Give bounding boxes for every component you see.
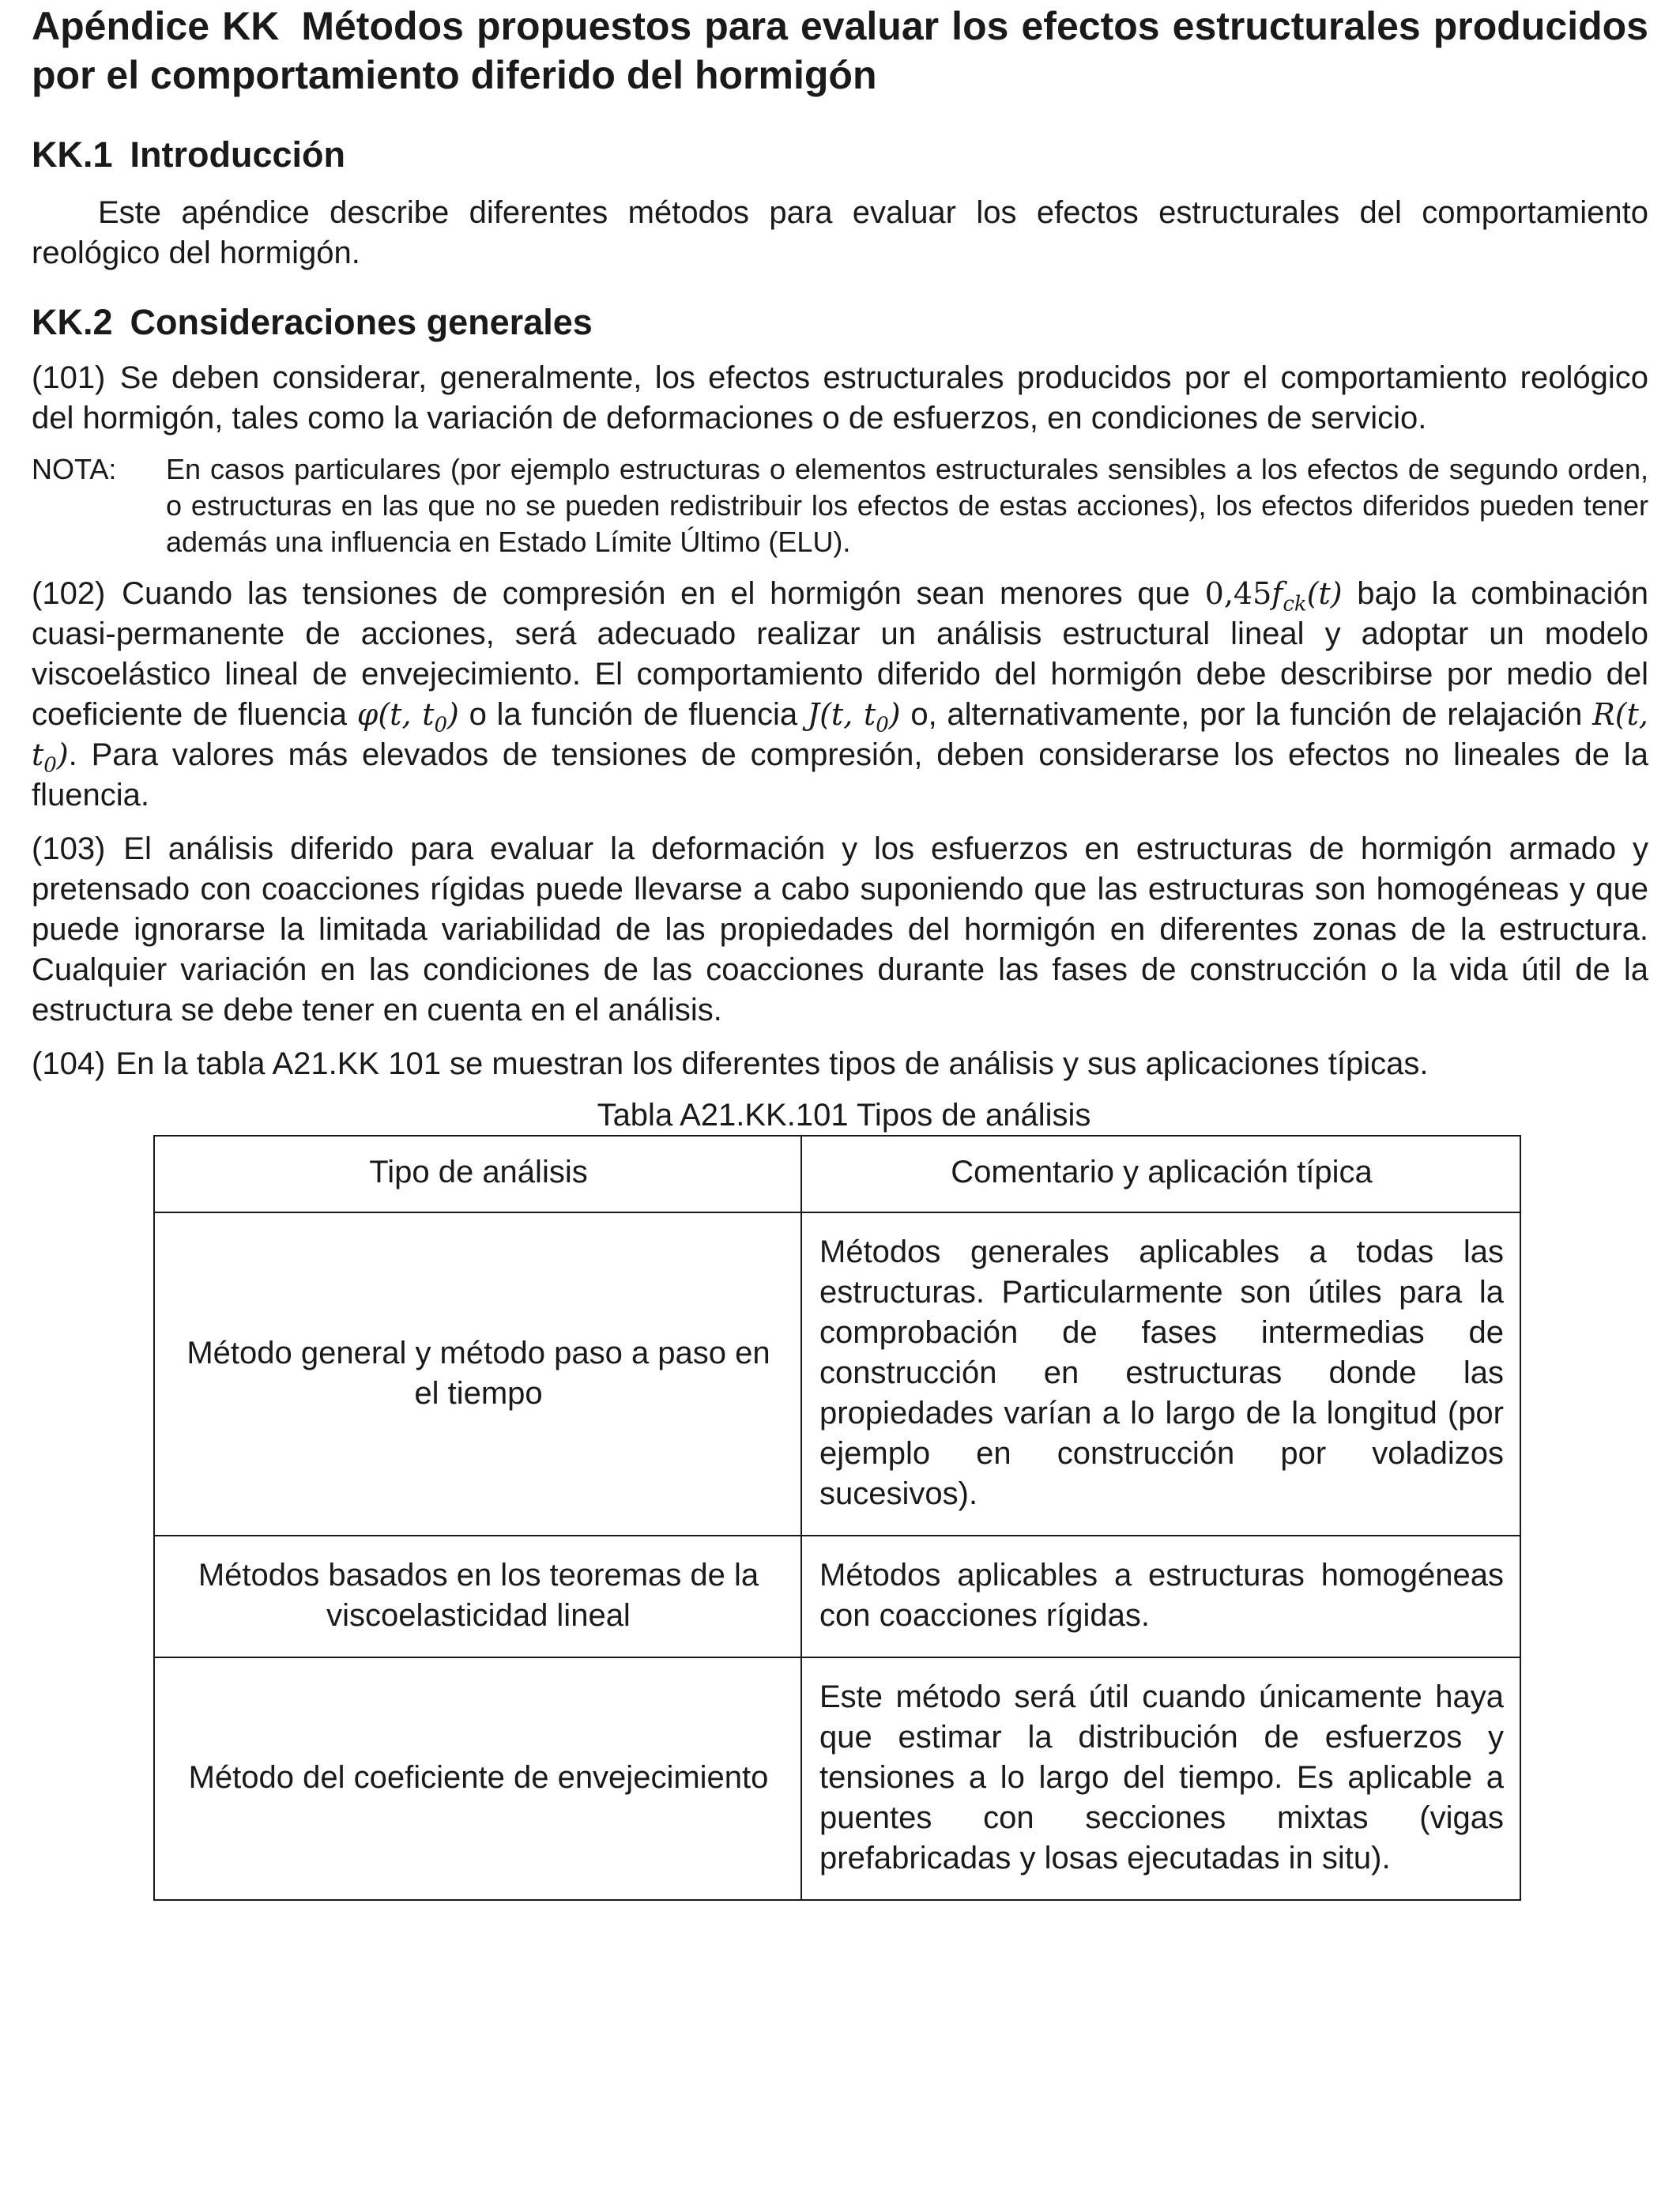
paragraph-text: El análisis diferido para evaluar la deformación y los esfuerzos en estructuras de hormigón armado y pretensado con coacciones rígidas puede llevarse a cabo suponiendo que las estructuras son homogéneas y que puede ignorarse la limitada variabilidad de las propiedades del hormigón en diferentes zonas de la estructura. Cualquier variación en las condiciones de las coacciones durante las fases de construcción o la vida útil de la estructura se debe tener en cuenta en el análisis.: [32, 831, 1648, 1027]
analysis-types-table: [153, 1135, 1521, 1901]
paragraph-text: Se deben considerar, generalmente, los efectos estructurales producidos por el comportamiento reológico del hormigón, tales como la variación de deformaciones o de esfuerzos, en condiciones de servicio.: [32, 360, 1648, 435]
note-label: NOTA:: [32, 453, 117, 485]
paragraph-number: (103): [32, 831, 106, 866]
paragraph-text: . Para valores más elevados de tensiones de compresión, deben considerarse los efectos no lineales de la fluencia.: [32, 737, 1648, 812]
analysis-type-cell: Métodos basados en los teoremas de la viscoelasticidad lineal: [154, 1536, 801, 1657]
paragraph-number: (102): [32, 576, 106, 611]
appendix-title-text: Métodos propuestos para evaluar los efectos estructurales producidos por el comportamiento diferido del hormigón: [32, 4, 1648, 97]
table-row: [154, 1212, 1520, 1536]
section-title: Consideraciones generales: [130, 302, 593, 342]
table-row: [154, 1536, 1520, 1657]
section-title: Introducción: [130, 134, 346, 175]
analysis-comment-cell: Métodos aplicables a estructuras homogéneas con coacciones rígidas.: [801, 1536, 1520, 1657]
table-header-cell: Tipo de análisis: [154, 1136, 801, 1212]
paragraph-102: [32, 574, 1648, 816]
paragraph-text: o la función de fluencia: [469, 697, 798, 732]
analysis-type-cell: Método del coeficiente de envejecimiento: [154, 1657, 801, 1900]
analysis-comment-cell: Este método será útil cuando únicamente haya que estimar la distribución de esfuerzos y tensiones a lo largo del tiempo. Es aplicable a puentes con secciones mixtas (vigas prefabricadas y losas ejecutadas in situ).: [801, 1657, 1520, 1900]
paragraph-number: (101): [32, 360, 106, 395]
table-row: [154, 1657, 1520, 1900]
note-text: En casos particulares (por ejemplo estructuras o elementos estructurales sensibles a los efectos de segundo orden, o estructuras en las que no se pueden redistribuir los efectos de estas acciones), los efectos diferidos pueden tener además una influencia en Estado Límite Último (ELU).: [166, 453, 1648, 558]
table-header-row: [154, 1136, 1520, 1212]
analysis-comment-cell: Métodos generales aplicables a todas las estructuras. Particularmente son útiles para la comprobación de fases intermedias de construcción en estructuras donde las propiedades varían a lo largo de la longitud (por ejemplo en construcción por voladizos sucesivos).: [801, 1212, 1520, 1536]
section-heading-kk2: [32, 300, 1648, 345]
paragraph-text: En la tabla A21.KK 101 se muestran los diferentes tipos de análisis y sus aplicaciones típicas.: [115, 1046, 1429, 1081]
relaxation-function-formula: R(t, $t_0$): [32, 697, 1648, 778]
paragraph-text: bajo la combinación cuasi-permanente de acciones, será adecuado realizar un análisis estructural lineal y adoptar un modelo viscoelástico lineal de envejecimiento. El comportamiento diferido del hormigón debe describirse por medio del coeficiente de fluencia: [32, 576, 1648, 732]
paragraph-text: o, alternativamente, por la función de relajación: [910, 697, 1583, 732]
table-caption: Tabla A21.KK.101 Tipos de análisis: [597, 1098, 1091, 1133]
section-number: KK.2: [32, 302, 113, 342]
intro-paragraph: Este apéndice describe diferentes métodos para evaluar los efectos estructurales del comportamiento reológico del hormigón.: [32, 195, 1648, 270]
paragraph-text: Cuando las tensiones de compresión en el hormigón sean menores que: [122, 576, 1190, 611]
paragraph-103: [32, 829, 1648, 1031]
note-block: [32, 451, 1648, 560]
appendix-code: Apéndice KK: [32, 4, 280, 48]
creep-coefficient-formula: φ(t, $t_0$): [356, 697, 459, 737]
section-number: KK.1: [32, 134, 113, 175]
creep-function-formula: J(t, $t_0$): [807, 697, 901, 737]
analysis-type-cell: Método general y método paso a paso en el tiempo: [154, 1212, 801, 1536]
stress-limit-formula: $0,45f_{ck}(t)$: [1204, 576, 1343, 616]
section-heading-kk1: [32, 133, 1648, 177]
paragraph-104: [32, 1044, 1648, 1084]
appendix-title: [32, 0, 1648, 100]
table-header-cell: Comentario y aplicación típica: [801, 1136, 1520, 1212]
paragraph-number: (104): [32, 1046, 106, 1081]
paragraph-101: [32, 358, 1648, 439]
